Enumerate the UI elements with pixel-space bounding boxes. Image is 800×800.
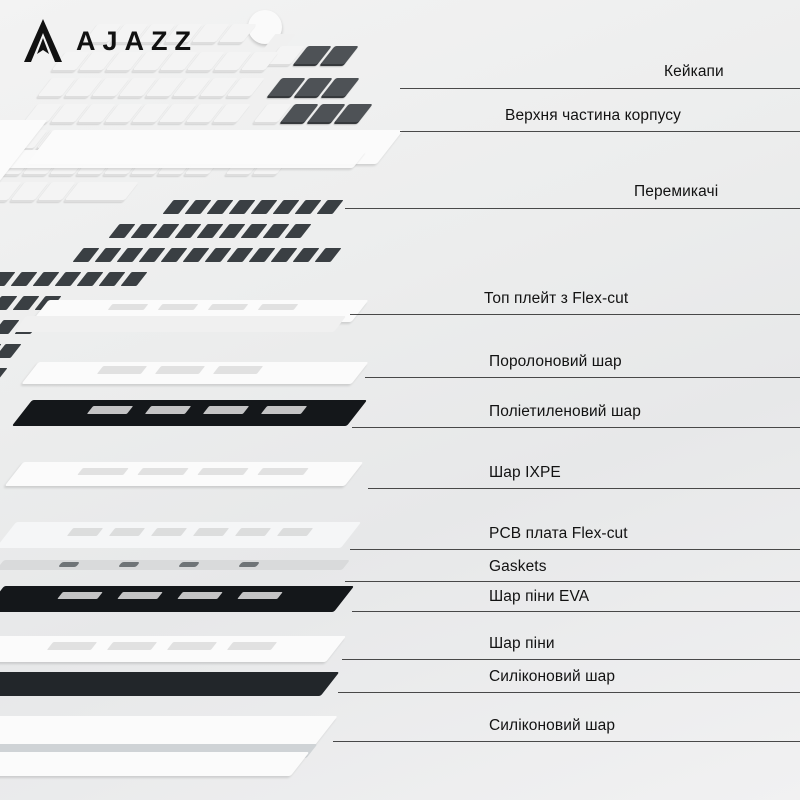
callout-top-case: Верхня частина корпусу <box>505 107 681 124</box>
brand-wordmark: AJAZZ <box>76 25 198 56</box>
callout-silicone-2: Силіконовий шар <box>489 717 616 734</box>
leader-line-gaskets <box>345 581 800 582</box>
bottom-case-body <box>0 752 309 776</box>
leader-line-top-case <box>400 131 493 132</box>
leader-line-ixpe <box>368 488 800 489</box>
bottom-foam-cutout <box>167 642 217 650</box>
switch <box>285 224 312 238</box>
leader-line-pe <box>352 427 800 428</box>
flex-cut-slot <box>158 304 199 310</box>
eva-cutout <box>117 592 162 599</box>
callout-foam: Шар піни <box>489 635 555 652</box>
callout-silicone-1: Силіконовий шар <box>489 668 616 685</box>
eva-body <box>0 586 354 612</box>
callout-top-plate: Топ плейт з Flex-cut <box>484 290 629 307</box>
callout-pcb: PCB плата Flex-cut <box>489 525 628 542</box>
foam-cutout <box>155 366 205 374</box>
ixpe-cutout <box>137 468 188 475</box>
pe-body <box>12 400 367 426</box>
callout-gaskets: Gaskets <box>489 558 547 575</box>
pcb-socket <box>277 528 313 536</box>
pcb-socket <box>109 528 145 536</box>
flex-cut-slot <box>108 304 149 310</box>
silicone-1-body <box>0 672 339 696</box>
callout-eva-foam: Шар піни EVA <box>489 588 590 605</box>
leader-line-keycaps-ext <box>652 88 800 89</box>
top-plate-edge <box>14 316 347 332</box>
pe-cutout <box>261 406 307 414</box>
callout-pe-layer: Поліетиленовий шар <box>489 403 641 420</box>
ixpe-cutout <box>77 468 128 475</box>
switch <box>317 200 344 214</box>
switch <box>315 248 342 262</box>
leader-line-bottom-foam <box>342 659 800 660</box>
brand-logo <box>22 18 198 64</box>
leader-line-top-case-ext <box>493 131 800 132</box>
ajazz-triangle-logo-icon <box>22 18 64 64</box>
flex-cut-slot <box>208 304 249 310</box>
foam-cutout <box>213 366 263 374</box>
pcb-socket <box>235 528 271 536</box>
callout-keycaps: Кейкапи <box>664 63 724 80</box>
callout-ixpe-layer: Шар IXPE <box>489 464 561 481</box>
gasket-strip <box>0 560 350 570</box>
pcb-socket <box>151 528 187 536</box>
leader-line-foam <box>365 377 800 378</box>
pe-cutout <box>145 406 191 414</box>
eva-cutout <box>57 592 102 599</box>
flex-cut-slot <box>258 304 299 310</box>
ixpe-cutout <box>197 468 248 475</box>
leader-line-keycaps <box>400 88 652 89</box>
leader-line-switches <box>345 208 622 209</box>
leader-line-pcb <box>350 549 800 550</box>
silicone-2-body <box>0 716 338 746</box>
foam-cutout <box>97 366 147 374</box>
leader-line-silicone-2 <box>333 741 800 742</box>
leader-line-switches-ext <box>622 208 800 209</box>
pe-cutout <box>203 406 249 414</box>
top-case-rail <box>0 150 367 168</box>
leader-line-silicone-1 <box>338 692 800 693</box>
callout-foam-layer: Поролоновий шар <box>489 353 622 370</box>
switch <box>0 344 21 358</box>
keycap-spacebar <box>63 182 139 202</box>
pe-cutout <box>87 406 133 414</box>
eva-cutout <box>177 592 222 599</box>
leader-line-top-plate <box>350 314 800 315</box>
pcb-socket <box>67 528 103 536</box>
switch <box>121 272 148 286</box>
switch <box>0 368 7 382</box>
bottom-foam-cutout <box>47 642 97 650</box>
bottom-foam-cutout <box>227 642 277 650</box>
callout-switches: Перемикачі <box>634 183 719 200</box>
pcb-socket <box>193 528 229 536</box>
ixpe-cutout <box>257 468 308 475</box>
bottom-foam-cutout <box>107 642 157 650</box>
eva-cutout <box>237 592 282 599</box>
leader-line-eva <box>352 611 800 612</box>
